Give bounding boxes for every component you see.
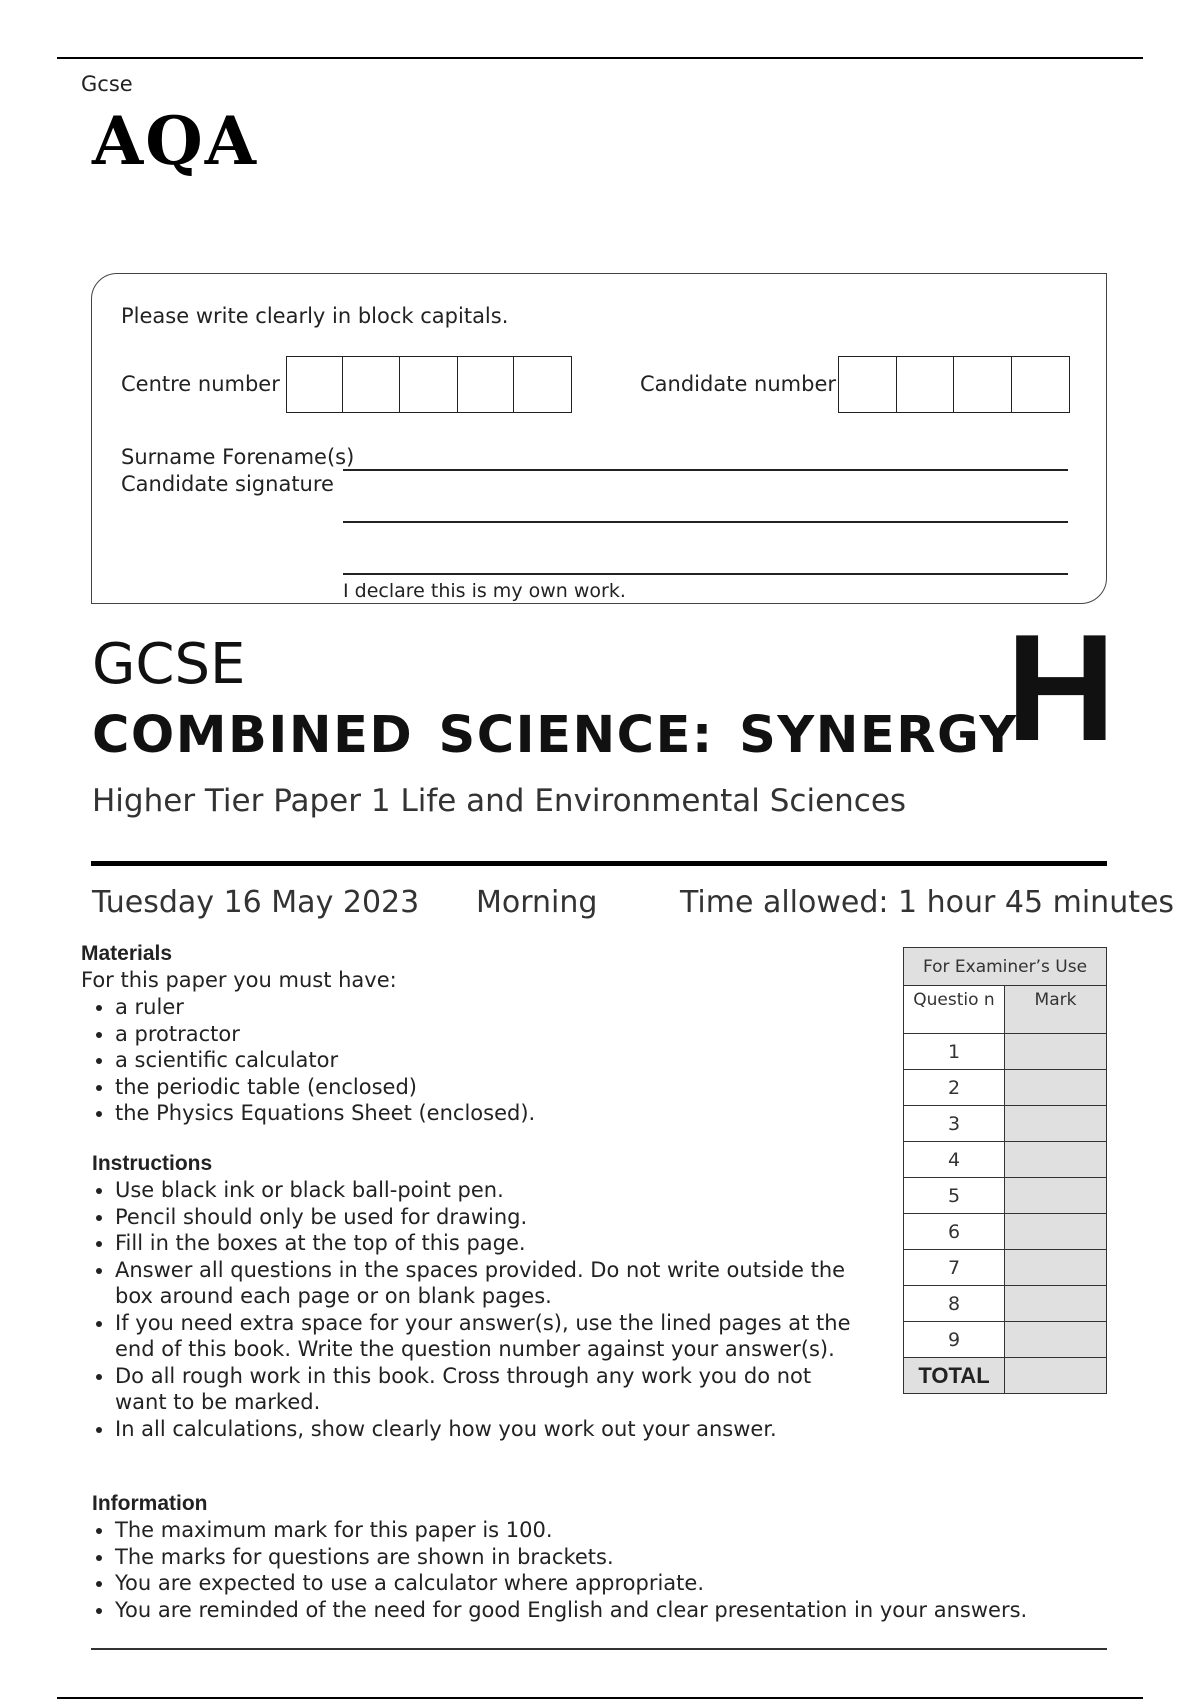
centre-number-label: Centre number bbox=[121, 372, 280, 396]
candidate-digit-box[interactable] bbox=[953, 356, 1013, 413]
candidate-signature-label: Candidate signature bbox=[121, 472, 334, 496]
total-label: TOTAL bbox=[904, 1358, 1005, 1394]
candidate-digit-box[interactable] bbox=[896, 356, 955, 413]
materials-heading: Materials bbox=[81, 942, 173, 965]
mark-cell[interactable] bbox=[1005, 1142, 1107, 1178]
paper-number: Paper 1 bbox=[273, 783, 391, 819]
mark-column-header: Mark bbox=[1005, 986, 1107, 1034]
subject-title: COMBINED SCIENCE: SYNERGY bbox=[92, 706, 1018, 765]
list-item: a scientific calculator bbox=[92, 1047, 852, 1074]
list-item: a protractor bbox=[92, 1021, 852, 1048]
table-row bbox=[904, 1070, 1107, 1106]
candidate-digit-box[interactable] bbox=[1011, 356, 1070, 413]
examiner-use-table bbox=[903, 947, 1107, 1394]
question-number: 9 bbox=[904, 1322, 1005, 1358]
list-item: If you need extra space for your answer(s), use the lined pages at the end of this book. Write the question number against your answer(s). bbox=[92, 1310, 860, 1363]
list-item: In all calculations, show clearly how you work out your answer. bbox=[92, 1416, 860, 1443]
question-number: 7 bbox=[904, 1250, 1005, 1286]
table-row bbox=[904, 1286, 1107, 1322]
table-row bbox=[904, 1034, 1107, 1070]
instructions-list bbox=[92, 1177, 860, 1442]
list-item: You are reminded of the need for good English and clear presentation in your answers. bbox=[92, 1597, 1132, 1624]
list-item: the Physics Equations Sheet (enclosed). bbox=[92, 1100, 852, 1127]
question-number: 6 bbox=[904, 1214, 1005, 1250]
table-row bbox=[904, 1322, 1107, 1358]
signature-line[interactable] bbox=[343, 573, 1068, 575]
header-gcse-label: Gcse bbox=[81, 72, 133, 96]
list-item: Fill in the boxes at the top of this page. bbox=[92, 1230, 860, 1257]
mark-cell[interactable] bbox=[1005, 1214, 1107, 1250]
materials-intro: For this paper you must have: bbox=[81, 968, 397, 992]
footer-divider bbox=[91, 1648, 1107, 1650]
information-list bbox=[92, 1517, 1132, 1623]
qualification-title: GCSE bbox=[92, 632, 246, 697]
table-row bbox=[904, 1142, 1107, 1178]
candidate-digit-box[interactable] bbox=[838, 356, 898, 413]
total-row bbox=[904, 1358, 1107, 1394]
mark-cell[interactable] bbox=[1005, 1178, 1107, 1214]
top-rule bbox=[57, 57, 1143, 59]
examiner-table-title: For Examiner’s Use bbox=[904, 948, 1107, 986]
information-heading: Information bbox=[92, 1492, 208, 1515]
question-number: 1 bbox=[904, 1034, 1005, 1070]
table-row bbox=[904, 1250, 1107, 1286]
mark-cell[interactable] bbox=[1005, 1106, 1107, 1142]
list-item: You are expected to use a calculator where appropriate. bbox=[92, 1570, 1132, 1597]
tier-name: Higher Tier bbox=[92, 783, 264, 819]
list-item: Do all rough work in this book. Cross through any work you do not want to be marked. bbox=[92, 1363, 860, 1416]
table-row bbox=[904, 1106, 1107, 1142]
mark-cell[interactable] bbox=[1005, 1034, 1107, 1070]
paper-title bbox=[92, 783, 906, 819]
exam-date: Tuesday 16 May 2023 bbox=[92, 885, 420, 920]
candidate-number-label: Candidate number bbox=[640, 372, 836, 396]
centre-digit-box[interactable] bbox=[342, 356, 401, 413]
table-row bbox=[904, 1178, 1107, 1214]
mark-cell[interactable] bbox=[1005, 1322, 1107, 1358]
aqa-logo: AQA bbox=[92, 102, 258, 180]
forename-line[interactable] bbox=[343, 521, 1068, 523]
question-number: 4 bbox=[904, 1142, 1005, 1178]
centre-digit-box[interactable] bbox=[286, 356, 344, 413]
list-item: Answer all questions in the spaces provided. Do not write outside the box around each page or on blank pages. bbox=[92, 1257, 860, 1310]
exam-session: Morning bbox=[476, 885, 598, 920]
list-item: The marks for questions are shown in brackets. bbox=[92, 1544, 1132, 1571]
list-item: Use black ink or black ball-point pen. bbox=[92, 1177, 860, 1204]
list-item: the periodic table (enclosed) bbox=[92, 1074, 852, 1101]
list-item: Pencil should only be used for drawing. bbox=[92, 1204, 860, 1231]
centre-digit-box[interactable] bbox=[399, 356, 459, 413]
paper-name: Life and Environmental Sciences bbox=[400, 783, 907, 819]
title-divider bbox=[91, 861, 1107, 866]
materials-list bbox=[92, 994, 852, 1127]
list-item: The maximum mark for this paper is 100. bbox=[92, 1517, 1132, 1544]
surname-line[interactable] bbox=[343, 469, 1068, 471]
mark-cell[interactable] bbox=[1005, 1070, 1107, 1106]
block-capitals-instruction: Please write clearly in block capitals. bbox=[121, 304, 509, 328]
question-number: 5 bbox=[904, 1178, 1005, 1214]
list-item: a ruler bbox=[92, 994, 852, 1021]
question-number: 3 bbox=[904, 1106, 1005, 1142]
question-number: 2 bbox=[904, 1070, 1005, 1106]
time-allowed: Time allowed: 1 hour 45 minutes bbox=[680, 885, 1175, 920]
centre-digit-box[interactable] bbox=[457, 356, 515, 413]
surname-forename-label: Surname Forename(s) bbox=[121, 445, 355, 469]
mark-cell[interactable] bbox=[1005, 1286, 1107, 1322]
question-column-header: Questio n bbox=[904, 986, 1005, 1034]
declaration-text: I declare this is my own work. bbox=[343, 580, 626, 602]
instructions-heading: Instructions bbox=[92, 1152, 213, 1175]
total-mark-cell[interactable] bbox=[1005, 1358, 1107, 1394]
tier-letter: H bbox=[1006, 603, 1116, 773]
mark-cell[interactable] bbox=[1005, 1250, 1107, 1286]
centre-digit-box[interactable] bbox=[513, 356, 572, 413]
bottom-rule bbox=[57, 1697, 1143, 1699]
question-number: 8 bbox=[904, 1286, 1005, 1322]
table-row bbox=[904, 1214, 1107, 1250]
